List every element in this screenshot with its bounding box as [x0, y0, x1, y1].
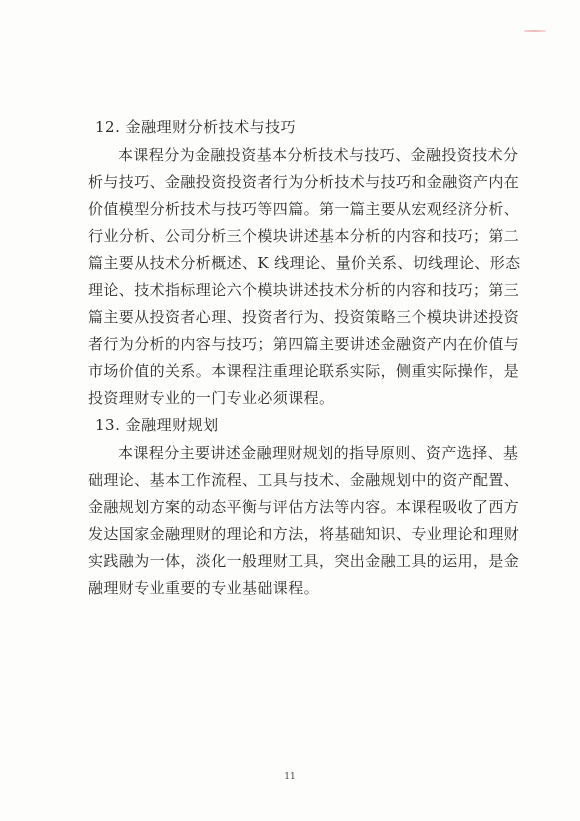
- paragraph-line: 本课程分主要讲述金融理财规划的指导原则、资产选择、基: [118, 444, 519, 462]
- corner-stamp-mark: [524, 30, 546, 32]
- section-heading-12: 12. 金融理财分析技术与技巧: [95, 118, 297, 136]
- paragraph-line: 行业分析、公司分析三个模块讲述基本分析的内容和技巧；第二: [88, 227, 520, 245]
- paragraph-line: 金融规划方案的动态平衡与评估方法等内容。本课程吸收了西方: [88, 498, 520, 516]
- paragraph-line: 投资理财专业的一门专业必须课程。: [88, 389, 335, 407]
- paragraph-line: 价值模型分析技术与技巧等四篇。第一篇主要从宏观经济分析、: [88, 200, 520, 218]
- paragraph-line: 实践融为一体，淡化一般理财工具，突出金融工具的运用，是金: [88, 552, 520, 570]
- paragraph-line: 础理论、基本工作流程、工具与技术、金融规划中的资产配置、: [88, 471, 520, 489]
- page-number: 11: [284, 772, 296, 782]
- paragraph-line: 发达国家金融理财的理论和方法，将基础知识、专业理论和理财: [88, 525, 520, 543]
- paragraph-line: 篇主要从投资者心理、投资者行为、投资策略三个模块讲述投资: [88, 308, 520, 326]
- section-heading-13: 13. 金融理财规划: [95, 416, 219, 434]
- paragraph-line: 者行为分析的内容与技巧；第四篇主要讲述金融资产内在价值与: [88, 335, 520, 353]
- paragraph-line: 市场价值的关系。本课程注重理论联系实际，侧重实际操作，是: [88, 362, 520, 380]
- paragraph-line: 理论、技术指标理论六个模块讲述技术分析的内容和技巧；第三: [88, 281, 520, 299]
- paragraph-line: 篇主要从技术分析概述、K 线理论、量价关系、切线理论、形态: [88, 254, 521, 272]
- paragraph-line: 析与技巧、金融投资投资者行为分析技术与技巧和金融资产内在: [88, 173, 520, 191]
- paragraph-line: 融理财专业重要的专业基础课程。: [88, 579, 320, 597]
- paragraph-line: 本课程分为金融投资基本分析技术与技巧、金融投资技术分: [118, 146, 519, 164]
